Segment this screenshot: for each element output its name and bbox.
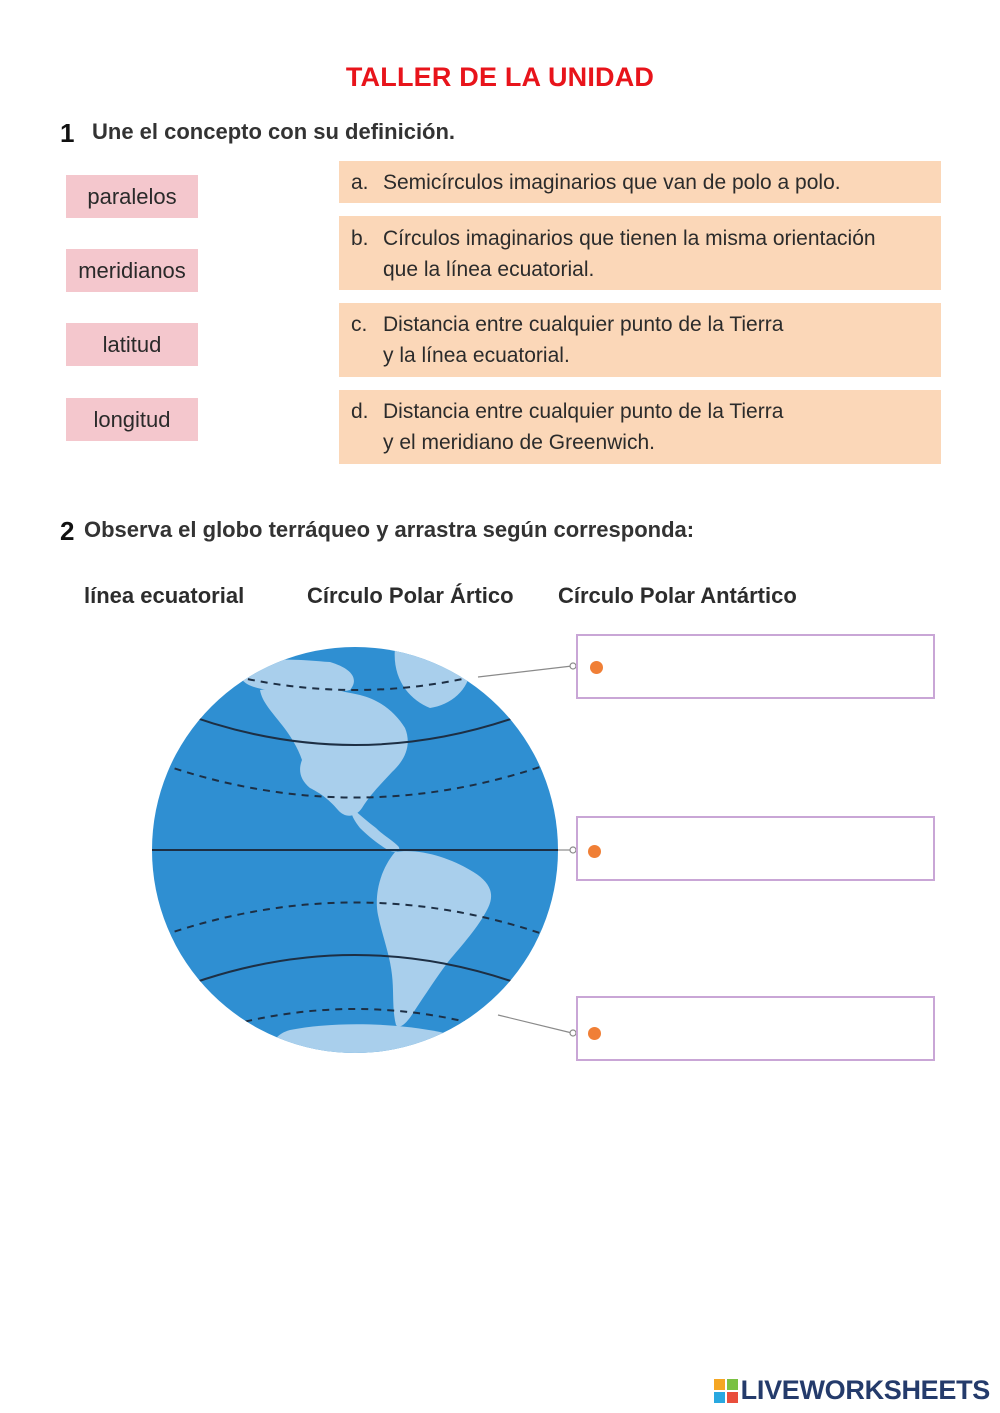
definition-letter: b. [351, 227, 369, 250]
page-title: TALLER DE LA UNIDAD [345, 62, 655, 92]
definition-text: Distancia entre cualquier punto de la Tierra [383, 313, 784, 336]
drag-label-linea-ecuatorial[interactable]: línea ecuatorial [84, 583, 245, 608]
definition-text: y el meridiano de Greenwich. [383, 431, 655, 454]
logo-text: LIVEWORKSHEETS [740, 1375, 990, 1405]
concept-longitud[interactable]: longitud [66, 398, 198, 441]
definition-letter: d. [351, 400, 369, 423]
drop-target-dot [588, 845, 601, 858]
definition-text: Semicírculos imaginarios que van de polo a polo. [383, 171, 841, 194]
definition-letter: a. [351, 171, 369, 194]
question-2-prompt: Observa el globo terráqueo y arrastra según corresponda: [84, 517, 695, 542]
question-2-number: 2 [60, 516, 75, 546]
question-1-number: 1 [60, 118, 75, 148]
drag-label-circulo-polar-antartico[interactable]: Círculo Polar Antártico [558, 583, 797, 608]
answer-box-bottom[interactable] [576, 996, 935, 1061]
definition-text: y la línea ecuatorial. [383, 344, 570, 367]
concept-paralelos[interactable]: paralelos [66, 175, 198, 218]
concept-meridianos[interactable]: meridianos [66, 249, 198, 292]
answer-box-middle[interactable] [576, 816, 935, 881]
liveworksheets-logo [714, 1375, 990, 1406]
drop-target-dot [590, 661, 603, 674]
answer-box-top[interactable] [576, 634, 935, 699]
drop-target-dot [588, 1027, 601, 1040]
definition-letter: c. [351, 313, 368, 336]
definition-text: Distancia entre cualquier punto de la Tierra [383, 400, 784, 423]
drag-label-circulo-polar-artico[interactable]: Círculo Polar Ártico [307, 583, 514, 608]
definition-text: Círculos imaginarios que tienen la misma orientación [383, 227, 876, 250]
definition-text: que la línea ecuatorial. [383, 258, 595, 281]
logo-grid-icon [714, 1379, 738, 1403]
concept-latitud[interactable]: latitud [66, 323, 198, 366]
question-1-prompt: Une el concepto con su definición. [92, 119, 456, 144]
